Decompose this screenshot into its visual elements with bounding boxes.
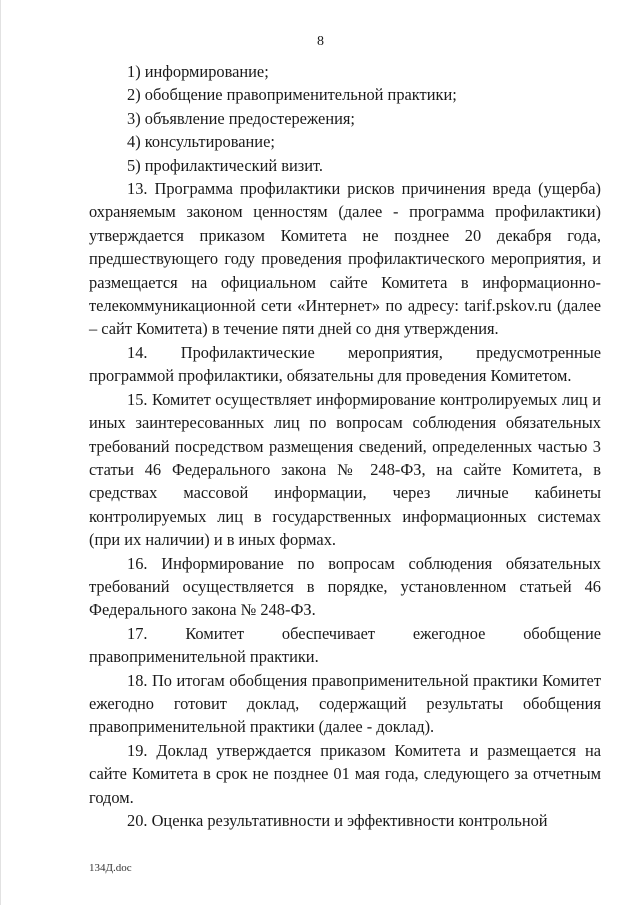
paragraph-14: 14. Профилактические мероприятия, предусмотренные программой профилактики, обязательны для проведения Комитетом. xyxy=(89,342,601,386)
list-item: 3) объявление предостережения; xyxy=(127,108,355,128)
document-body xyxy=(89,60,601,832)
paragraph-17: 17. Комитет обеспечивает ежегодное обобщение правоприменительной практики. xyxy=(89,623,601,667)
page-number: 8 xyxy=(317,34,324,49)
list-item: 1) информирование; xyxy=(127,62,269,81)
paragraph-16: 16. Информирование по вопросам соблюдения обязательных требований осуществляется в порядке, установленном статьей 46 Федерального закона № 248-ФЗ. xyxy=(89,553,601,620)
list-item: 2) обобщение правоприменительной практики; xyxy=(127,85,457,105)
paragraph-15: 15. Комитет осуществляет информирование контролируемых лиц и иных заинтересованных лиц по вопросам соблюдения обязательных требований посредством размещения сведений, определенных частью 3 статьи 46 Федерального закона № 248-ФЗ, на сайте Комитета, в средствах массовой информации, через личные кабинеты контролируемых лиц в государственных информационных системах (при их наличии) и в иных формах. xyxy=(89,389,601,550)
paragraph-18: 18. По итогам обобщения правоприменительной практики Комитет ежегодно готовит доклад, содержащий результаты обобщения правоприменительной практики (далее - доклад). xyxy=(89,670,601,737)
paragraph-19: 19. Доклад утверждается приказом Комитета и размещается на сайте Комитета в срок не позднее 01 мая года, следующего за отчетным годом. xyxy=(89,740,601,807)
paragraph-20: 20. Оценка результативности и эффективности контрольной xyxy=(127,811,548,830)
file-name-footer: 134Д.doc xyxy=(89,862,132,874)
paragraph-13: 13. Программа профилактики рисков причинения вреда (ущерба) охраняемым законом ценностям (далее - программа профилактики) утверждается приказом Комитета не позднее 20 декабря года, предшествующего году проведения профилактического мероприятия, и размещается на официальном сайте Комитета в информационно-телекоммуникационной сети «Интернет» по адресу: tarif.pskov.ru (далее – сайт Комитета) в течение пяти дней со дня утверждения. xyxy=(89,179,601,339)
list-item: 4) консультирование; xyxy=(127,132,275,152)
list-item: 5) профилактический визит. xyxy=(127,155,324,175)
